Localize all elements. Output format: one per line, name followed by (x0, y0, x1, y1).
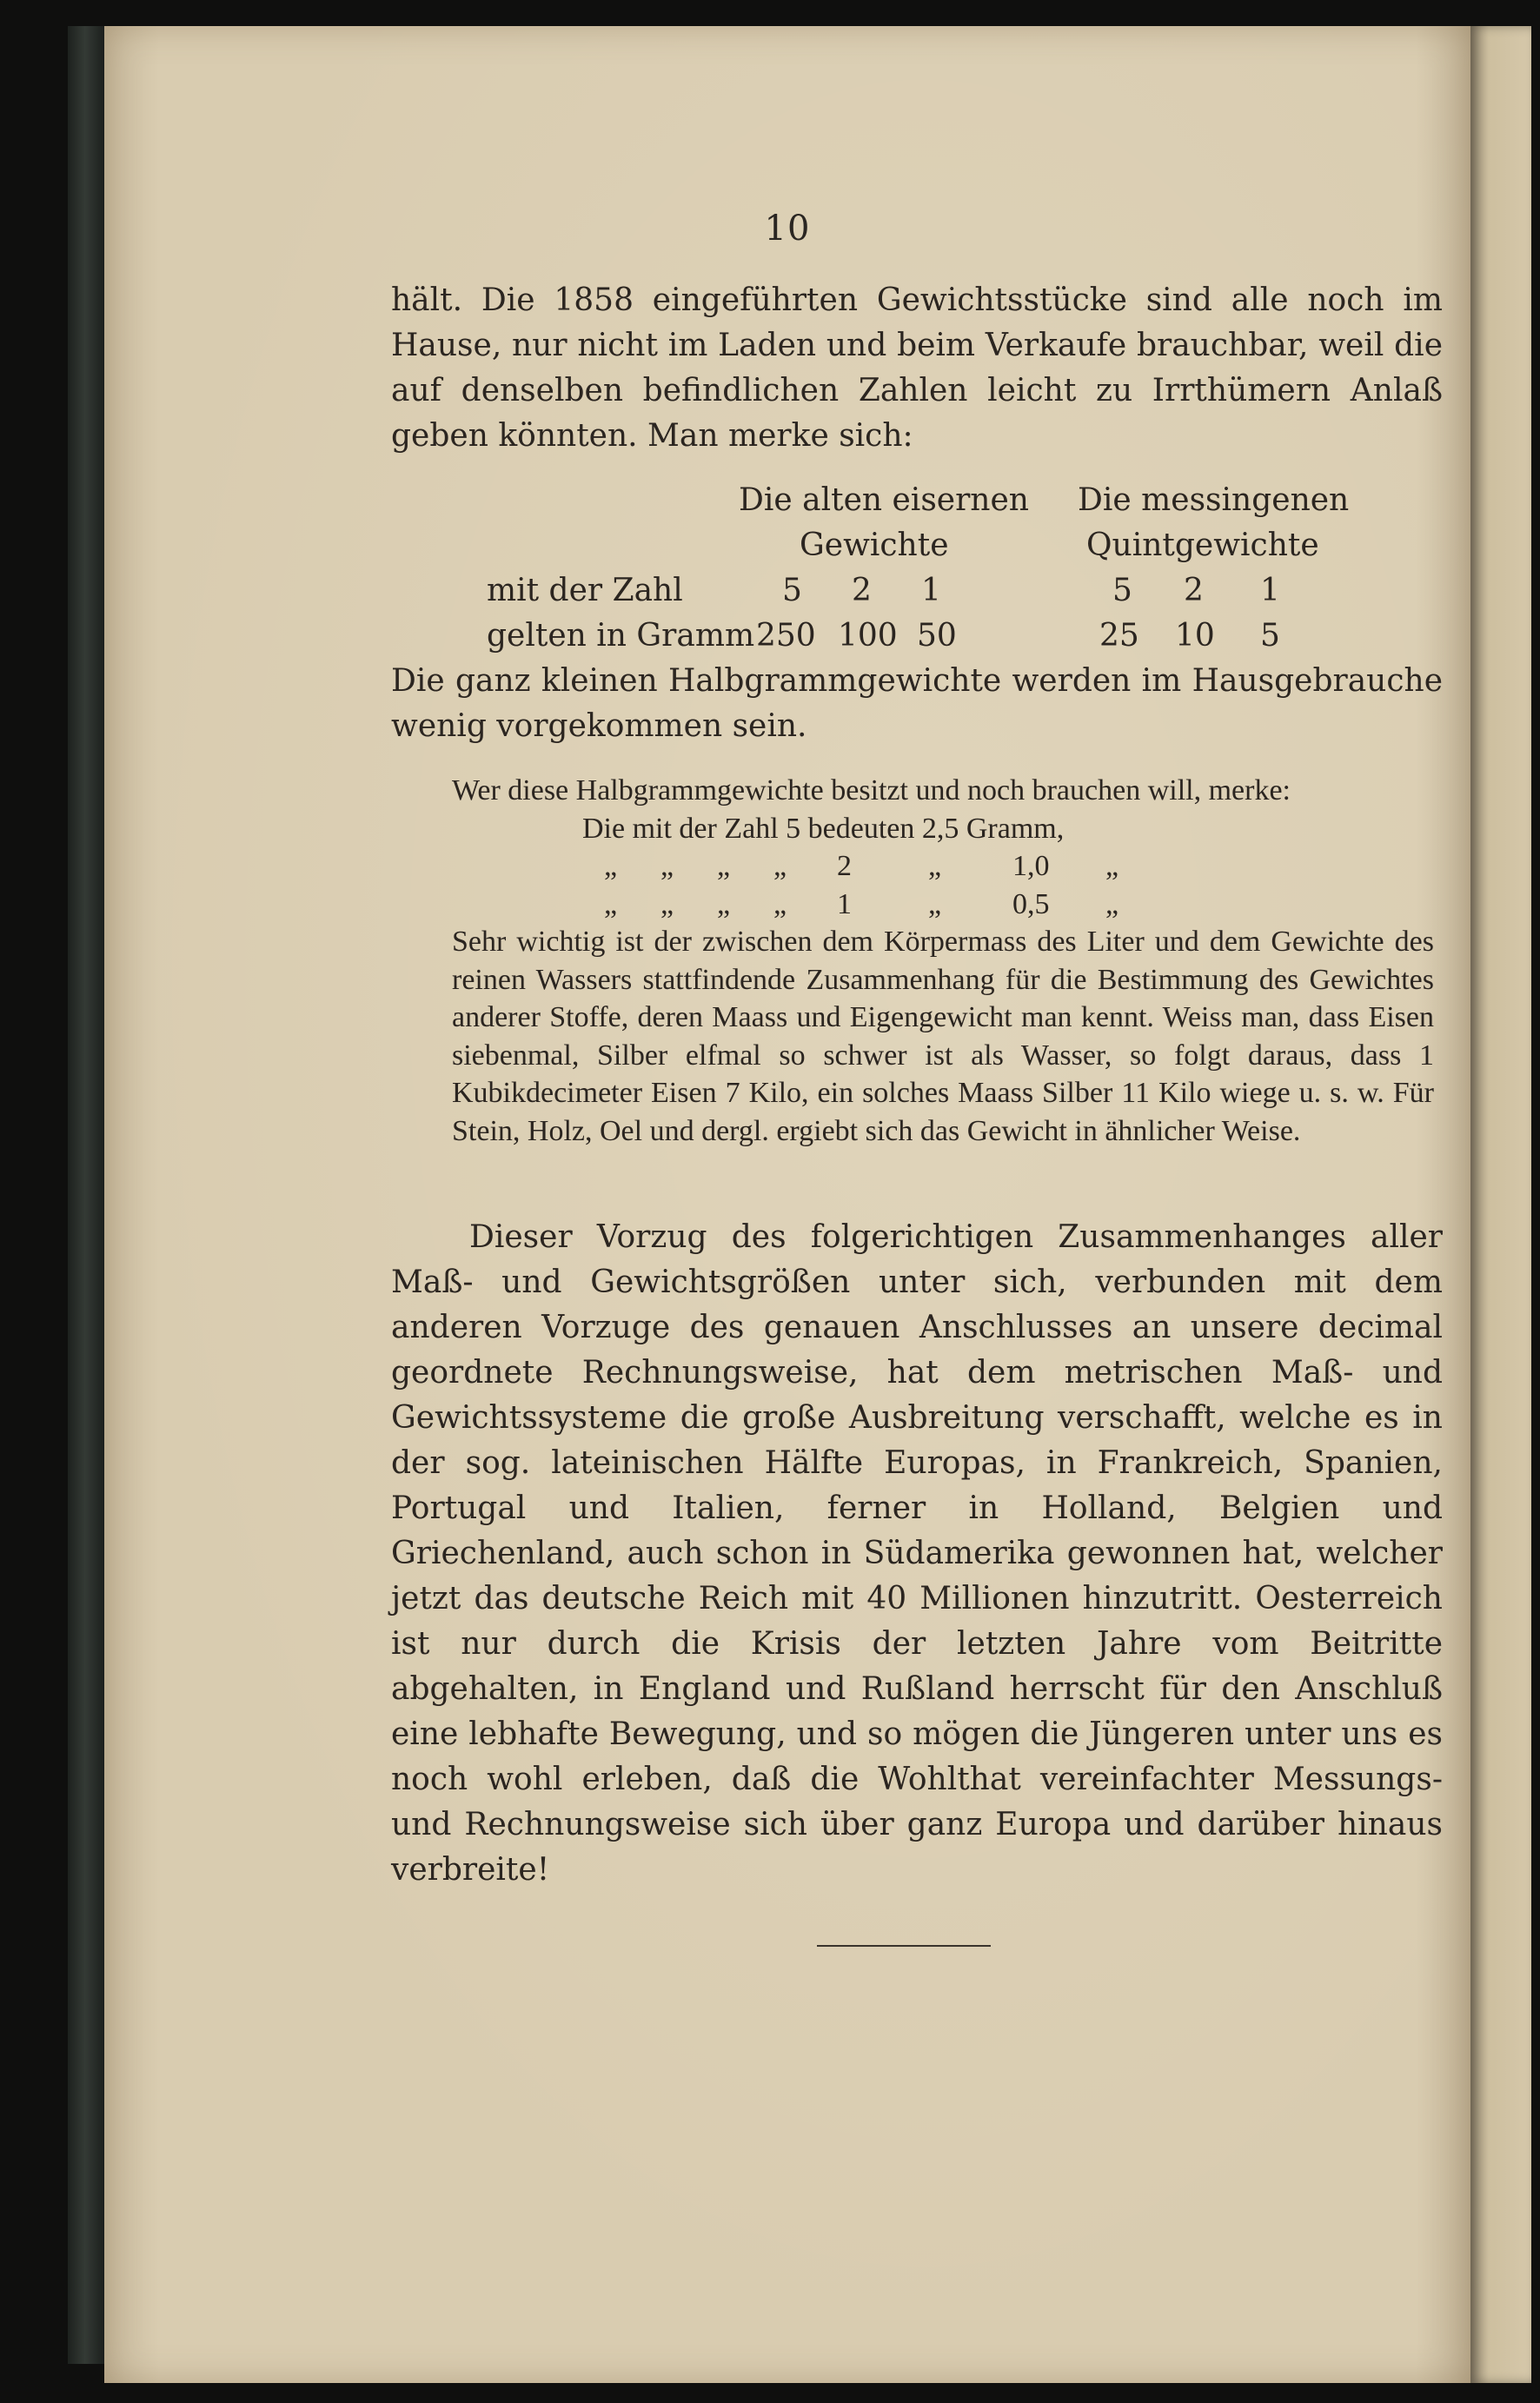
book-spine (68, 26, 106, 2364)
note-number: 2 (837, 850, 852, 882)
ditto-mark: „ (928, 850, 942, 882)
row-label-gram: gelten in Gramm (487, 618, 755, 654)
facing-page-edge (1470, 26, 1531, 2383)
paragraph-2-text: Die ganz kleinen Halbgrammgewichte werden im Hausgebrauche wenig vorgekommen sein. (391, 663, 1443, 744)
note-line-1 (452, 772, 1434, 810)
ditto-mark: „ (717, 850, 731, 882)
cell: 1 (921, 573, 941, 608)
cell: 2 (1184, 573, 1204, 608)
note-line-2 (452, 810, 1434, 848)
paragraph-3-text: Dieser Vorzug des folgerichtigen Zusammenhanges aller Maß- und Gewichtsgrößen unter sich, verbunden mit dem anderen Vorzuge des genauen Anschlusses an unsere decimal geordnete Rechnungsweise, hat dem metrischen Maß- und Gewichtssysteme die große Ausbreitung verschafft, welche es in der sog. lateinischen Hälfte Europas, in Frankreich, Spanien, Portugal und Italien, ferner in Holland, Belgien und Griechenland, auch schon in Südamerika gewonnen hat, welcher jetzt das deutsche Reich mit 40 Millionen hinzutritt. Oesterreich ist nur durch die Krisis der letzten Jahre vom Beitritte abgehalten, in England und Rußland herrscht für den Anschluß eine lebhafte Bewegung, und so mögen die Jüngeren unter uns es noch wohl erleben, daß die Wohlthat vereinfachter Messungs- und Rechnungsweise sich über ganz Europa und darüber hinaus verbreite! (391, 1219, 1443, 1888)
cell: 2 (852, 573, 872, 608)
paragraph-1 (391, 278, 1443, 459)
cell: 250 (756, 618, 816, 654)
note-line-4 (452, 886, 1434, 924)
cell: 10 (1175, 618, 1215, 654)
paragraph-1-text: hält. Die 1858 eingeführten Gewichtsstücke sind alle noch im Hause, nur nicht im Laden und beim Verkaufe brauchbar, weil die auf denselben befindlichen Zahlen leicht zu Irrthümern Anlaß geben könnten. Man merke sich: (391, 282, 1443, 454)
note-line-2-text: Die mit der Zahl 5 bedeuten 2,5 Gramm, (582, 812, 1065, 845)
table-header-row-1 (391, 478, 1443, 523)
footnote-block (452, 772, 1434, 1150)
note-line-1-text: Wer diese Halbgrammgewichte besitzt und noch brauchen will, merke: (452, 774, 1291, 807)
paragraph-3 (391, 1215, 1443, 1893)
ditto-mark: „ (773, 850, 787, 882)
cell: 5 (782, 573, 802, 608)
ditto-mark: „ (1105, 887, 1119, 920)
ditto-mark: „ (717, 887, 731, 920)
header-brass: Die messingenen (1078, 482, 1350, 518)
closing-rule (817, 1945, 991, 1947)
ditto-mark: „ (928, 887, 942, 920)
table-row-number (391, 568, 1443, 614)
cell: 100 (838, 618, 898, 654)
cell: 1 (1260, 573, 1280, 608)
cell: 5 (1112, 573, 1132, 608)
note-paragraph: Sehr wichtig ist der zwischen dem Körpermass des Liter und dem Gewichte des reinen Wassers stattfindende Zusammenhang für die Bestimmung des Gewichtes anderer Stoffe, deren Maass und Eigengewicht man kennt. Weiss man, dass Eisen siebenmal, Silber elfmal so schwer ist als Wasser, so folgt daraus, dass 1 Kubikdecimeter Eisen 7 Kilo, ein solches Maass Silber 11 Kilo wiege u. s. w. Für Stein, Holz, Oel und dergl. ergiebt sich das Gewicht in ähnlicher Weise. (452, 926, 1434, 1147)
table-header-row-2 (391, 523, 1443, 568)
ditto-mark: „ (773, 887, 787, 920)
paragraph-2 (391, 659, 1443, 749)
header-old-iron-weights: Gewichte (800, 528, 949, 563)
ditto-mark: „ (660, 887, 674, 920)
note-line-3 (452, 847, 1434, 886)
ditto-mark: „ (604, 887, 618, 920)
ditto-mark: „ (660, 850, 674, 882)
note-number: 1 (837, 887, 852, 920)
weights-table (391, 478, 1443, 659)
cell: 25 (1099, 618, 1139, 654)
note-value: 1,0 (1012, 850, 1050, 882)
row-label-number: mit der Zahl (487, 573, 683, 608)
table-row-gram (391, 614, 1443, 659)
cell: 5 (1260, 618, 1280, 654)
page-number: 10 (764, 209, 811, 249)
ditto-mark: „ (1105, 850, 1119, 882)
header-brass-weights: Quintgewichte (1086, 528, 1319, 563)
header-old-iron: Die alten eisernen (739, 482, 1029, 518)
book-page (104, 26, 1470, 2383)
ditto-mark: „ (604, 850, 618, 882)
cell: 50 (917, 618, 957, 654)
note-value: 0,5 (1012, 887, 1050, 920)
